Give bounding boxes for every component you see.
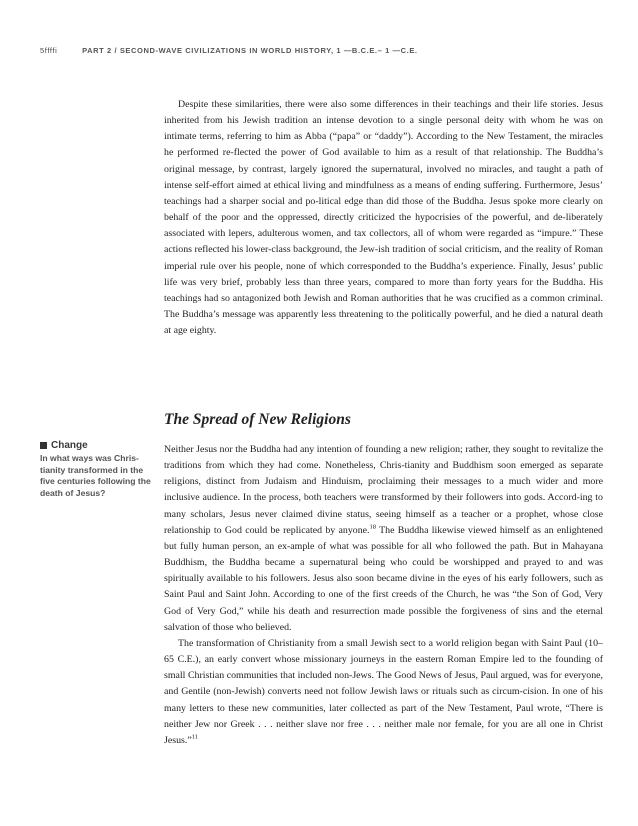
paragraph-saint-paul	[164, 636, 603, 749]
square-bullet-icon	[40, 442, 47, 449]
intro-text-block	[164, 97, 603, 339]
margin-question	[40, 440, 158, 499]
paragraph-transformation	[164, 442, 603, 636]
paragraph-transformation-cont: The Buddha likewise viewed himself as an enlightened but fully human person, an ex-ample of what was possible for all who followed the path. But in Mahayana Buddhism, the Buddha became a supernatural being who could be worshipped and prayed to and was spiritually available to his followers. Jesus also soon became divine in the eyes of his early followers, such as Saint Paul and Saint John. According to one of the first creeds of the Church, he was “the Son of God, Very God of Very God,” while his death and resurrection made possible the forgiveness of sins and the eternal salvation of those who believed.	[164, 524, 603, 633]
paragraph-saint-paul-text: The transformation of Christianity from a small Jewish sect to a world religion began with Saint Paul (10–65 C.E.), an early convert whose missionary journeys in the eastern Roman Empire led to the founding of small Christian communities that included non-Jews. The Good News of Jesus, Paul argued, was for everyone, and Gentile (non-Jewish) converts need not follow Jewish laws or rituals such as circum-cision. In one of his many letters to these new communities, later collected as part of the New Testament, Paul wrote, “There is neither Jew nor Greek . . . neither slave nor free . . . neither male nor female, for you are all one in Christ Jesus.”	[164, 637, 603, 746]
section-title: The Spread of New Religions	[164, 411, 351, 428]
page-number: 5ffffi	[40, 46, 58, 55]
running-title: PART 2 / SECOND-WAVE CIVILIZATIONS IN WORLD HISTORY, 1 —B.C.E.– 1 —C.E.	[82, 46, 418, 55]
margin-label-text: Change	[51, 440, 88, 451]
footnote-ref-11: 11	[191, 733, 198, 741]
margin-question-text: In what ways was Chris- tianity transformed in the five centuries following the death of Jesus?	[40, 453, 151, 498]
paragraph-differences: Despite these similarities, there were also some differences in their teachings and their life stories. Jesus inherited from his Jewish tradition an intense devotion to a single personal deity with whom he was on intimate terms, referring to him as Abba (“papa” or “daddy”). According to the New Testament, the miracles he performed re-flected the power of God available to him as a result of that relationship. The Buddha’s original message, by contrast, largely ignored the supernatural, involved no miracles, and taught a path of intense self-effort aimed at ethical living and mindfulness as a means of ending suffering. Furthermore, Jesus’ teachings had a sharper social and po-litical edge than did those of the Buddha. Jesus spoke more clearly on behalf of the poor and the oppressed, directly criticized the hypocrisies of the powerful, and de-liberately associated with lepers, adulterous women, and tax collectors, all of whom were regarded as “impure.” These actions reflected his lower-class background, the Jew-ish tradition of social criticism, and the reality of Roman imperial rule over his people, none of which corresponded to the Buddha’s experience. Finally, Jesus’ public life was very brief, probably less than three years, compared to more than forty years for the Buddha. His teachings had so antagonized both Jewish and Roman authorities that he was crucified as a common criminal. The Buddha’s message was apparently less threatening to the politically powerful, and he died a natural death at age eighty.	[164, 99, 603, 337]
paragraph-transformation-text: Neither Jesus nor the Buddha had any intention of founding a new religion; rather, they sought to revitalize the traditions from which they had come. Nonetheless, Chris-tianity and Buddhism soon emerged as separate religions, distinct from Judaism and Hinduism, proclaiming their messages to a much wider and more inclusive audience. In the process, both teachers were transformed by their followers into gods. Accord-ing to many scholars, Jesus never claimed divine status, seeing himself as a teacher or a prophet, whose close relationship to God could be replicated by anyone.	[164, 444, 603, 536]
margin-label	[40, 440, 158, 451]
section-body	[164, 442, 603, 749]
running-header	[40, 46, 600, 55]
footnote-ref-18: 18	[369, 523, 376, 531]
